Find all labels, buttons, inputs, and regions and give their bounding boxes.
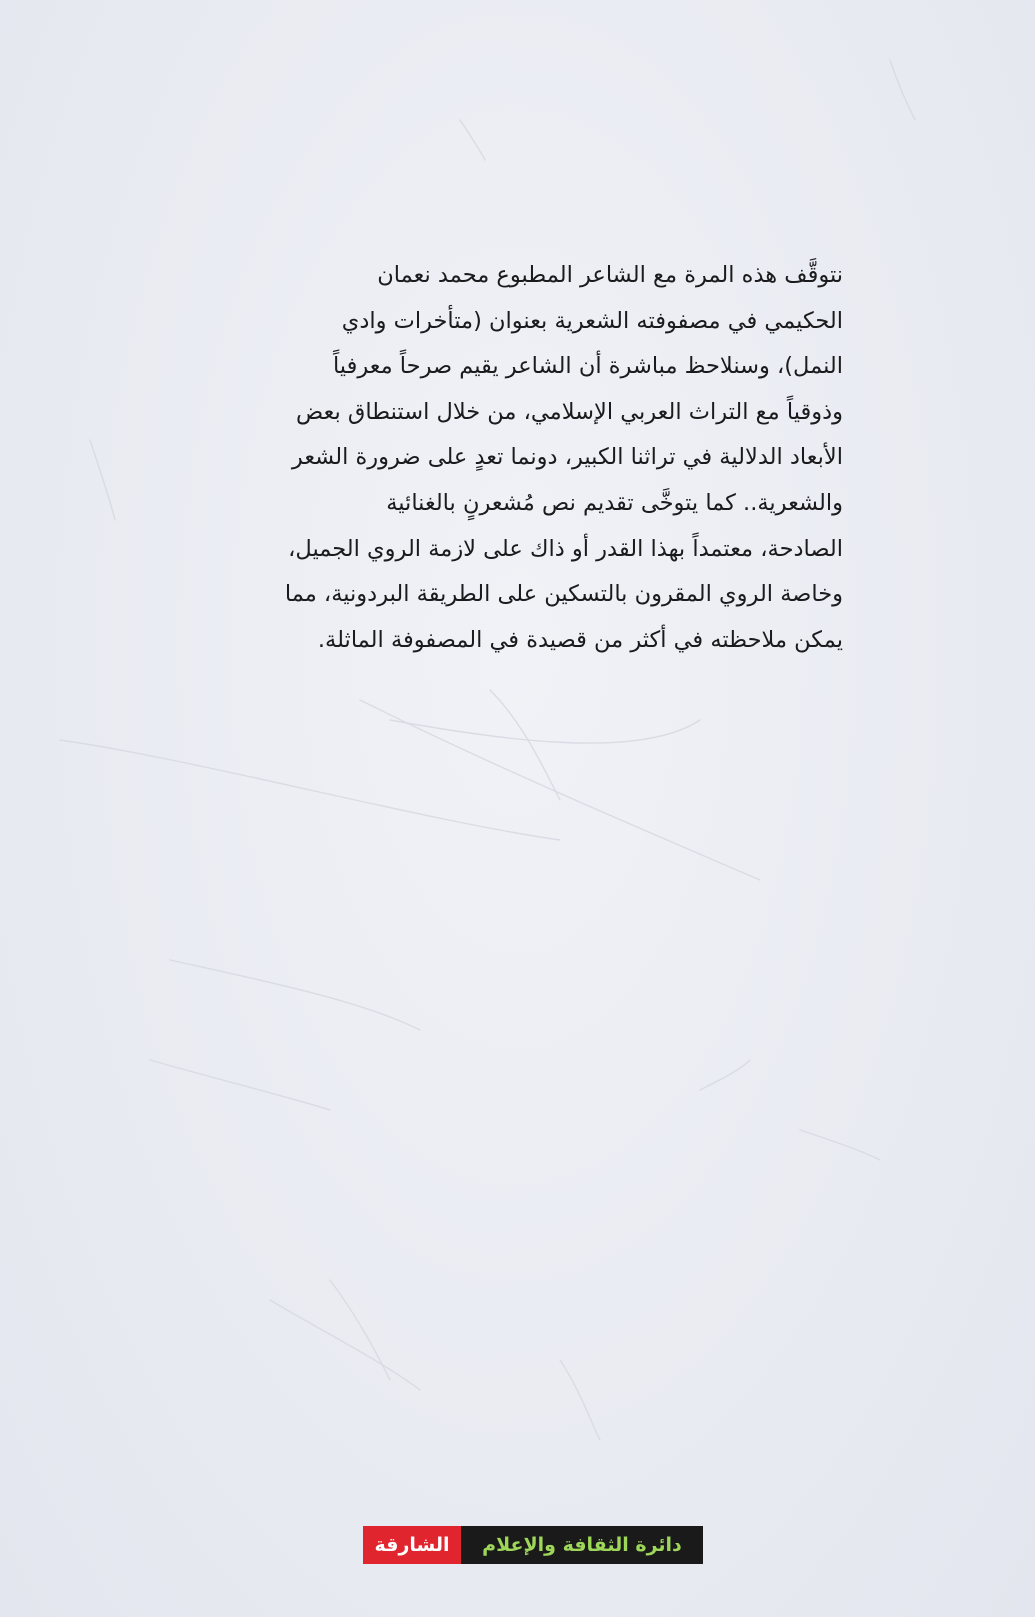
- publisher-emirate: الشارقة: [363, 1526, 461, 1564]
- blurb-line: يمكن ملاحظته في أكثر من قصيدة في المصفوفة الماثلة.: [317, 626, 843, 653]
- publisher-logo: [363, 1526, 703, 1564]
- blurb-line: الحكيمي في مصفوفته الشعرية بعنوان (متأخرات وادي: [341, 307, 843, 334]
- publisher-department: دائرة الثقافة والإعلام: [461, 1526, 703, 1564]
- back-cover-blurb: [205, 253, 843, 663]
- blurb-line: الأبعاد الدلالية في تراثنا الكبير، دونما تعدٍ على ضرورة الشعر: [291, 444, 843, 471]
- blurb-line: النمل)، وسنلاحظ مباشرة أن الشاعر يقيم صرحاً معرفياً: [332, 353, 843, 380]
- blurb-line: وذوقياً مع التراث العربي الإسلامي، من خلال استنطاق بعض: [296, 398, 843, 425]
- blurb-line: الصادحة، معتمداً بهذا القدر أو ذاك على لازمة الروي الجميل،: [288, 535, 843, 562]
- blurb-line: والشعرية.. كما يتوخَّى تقديم نص مُشعرنٍ بالغنائية: [386, 489, 843, 516]
- blurb-line: نتوقَّف هذه المرة مع الشاعر المطبوع محمد نعمان: [377, 262, 843, 288]
- blurb-line: وخاصة الروي المقرون بالتسكين على الطريقة البردونية، مما: [284, 581, 843, 608]
